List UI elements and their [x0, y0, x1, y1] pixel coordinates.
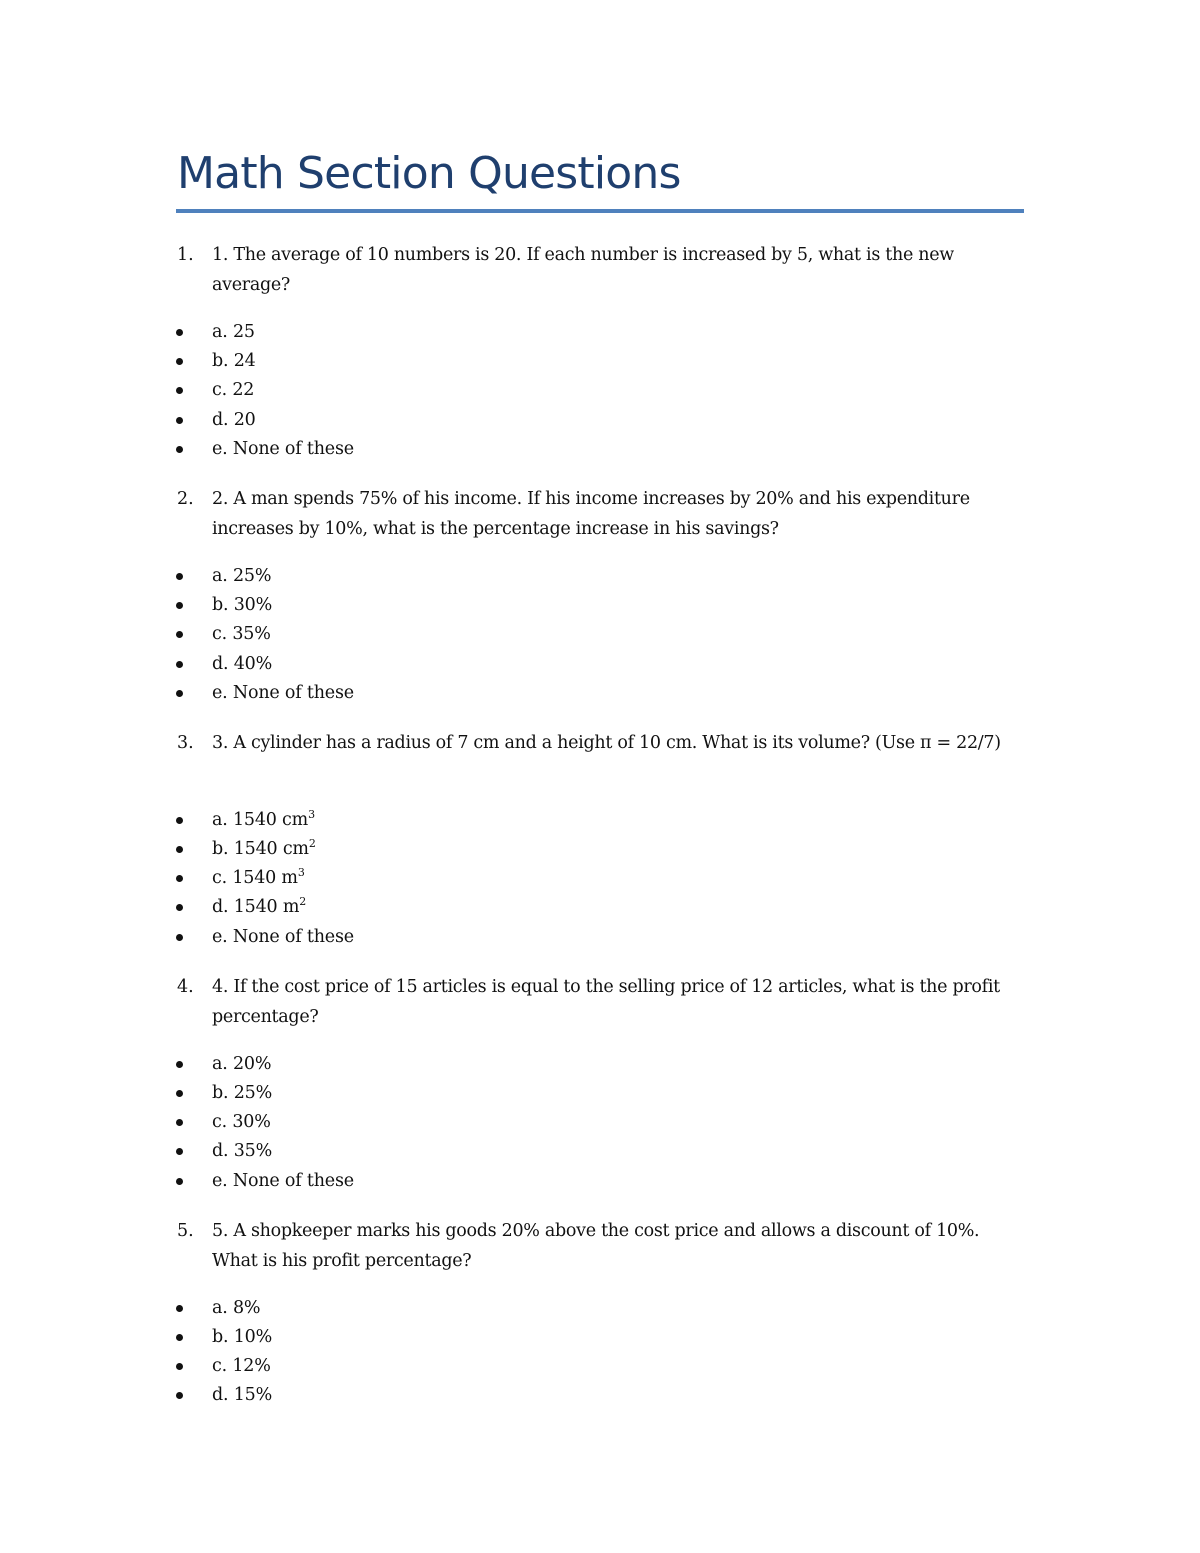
question-text: 1. The average of 10 numbers is 20. If each number is increased by 5, what is the new average?	[212, 245, 954, 295]
option-text	[212, 806, 315, 835]
option-text	[212, 591, 272, 620]
question-text: 5. A shopkeeper marks his goods 20% above the cost price and allows a discount of 10%. What is his profit percentage?	[212, 1220, 980, 1271]
option-label: a. 25%	[212, 565, 272, 586]
option-label: b. 10%	[212, 1326, 273, 1347]
option-text	[212, 1137, 272, 1166]
answer-option	[0, 893, 1200, 922]
bullet-icon	[176, 1363, 183, 1370]
option-text	[212, 835, 316, 864]
option-label: d. 15%	[212, 1385, 273, 1406]
answer-option	[0, 318, 1200, 347]
option-label: d. 35%	[212, 1141, 273, 1162]
question-number: 2.	[177, 488, 194, 509]
bullet-icon	[176, 934, 183, 941]
question-number: 1.	[177, 245, 194, 265]
option-text	[212, 435, 354, 464]
option-label: c. 30%	[212, 1112, 271, 1133]
unit-exponent: 2	[299, 895, 307, 909]
option-text	[212, 347, 256, 376]
option-label: c. 12%	[212, 1356, 271, 1377]
answer-option	[0, 435, 1200, 464]
unit-exponent: 2	[308, 837, 316, 851]
answer-option	[0, 562, 1200, 591]
question-number: 5.	[177, 1220, 194, 1241]
bullet-icon	[176, 1148, 183, 1155]
option-label: e. None of these	[212, 1170, 354, 1191]
question-row	[0, 484, 1200, 544]
bullet-icon	[176, 1061, 183, 1068]
answer-option	[0, 1108, 1200, 1137]
option-label: a. 8%	[212, 1297, 261, 1318]
option-text	[212, 406, 256, 435]
answer-option	[0, 1050, 1200, 1079]
option-label: e. None of these	[212, 438, 354, 459]
option-label: c. 35%	[212, 624, 271, 645]
option-label: a. 20%	[212, 1053, 272, 1074]
bullet-icon	[176, 631, 183, 638]
option-text	[212, 1050, 271, 1079]
bullet-icon	[176, 1305, 183, 1312]
bullet-icon	[176, 1119, 183, 1126]
option-text	[212, 650, 272, 679]
option-label: b. 24	[212, 351, 256, 372]
answer-option	[0, 1079, 1200, 1108]
bullet-icon	[176, 817, 183, 824]
bullet-icon	[176, 329, 183, 336]
bullet-icon	[176, 661, 183, 668]
bullet-icon	[176, 1334, 183, 1341]
answer-option	[0, 591, 1200, 620]
question-item	[0, 728, 1200, 972]
option-label: a. 1540 cm	[212, 809, 309, 830]
option-label: d. 1540 m	[212, 897, 300, 918]
option-text	[212, 1167, 354, 1196]
question-row	[0, 728, 1200, 788]
answer-option	[0, 864, 1200, 893]
option-text	[212, 1323, 272, 1352]
option-label: d. 20	[212, 409, 256, 430]
question-list	[0, 240, 1200, 1431]
answer-option	[0, 806, 1200, 835]
bullet-icon	[176, 1178, 183, 1185]
option-text	[212, 923, 354, 952]
bullet-icon	[176, 875, 183, 882]
option-label: e. None of these	[212, 926, 354, 947]
question-text: 2. A man spends 75% of his income. If his income increases by 20% and his expenditure increases by 10%, what is the percentage increase in his savings?	[212, 488, 970, 539]
answer-option	[0, 923, 1200, 952]
answer-option	[0, 1323, 1200, 1352]
option-text	[212, 1352, 271, 1381]
question-spacer	[0, 952, 1200, 972]
answer-options	[0, 318, 1200, 464]
option-label: a. 25	[212, 322, 255, 342]
title-underline	[176, 209, 1024, 213]
bullet-icon	[176, 690, 183, 697]
answer-option	[0, 1137, 1200, 1166]
question-row	[0, 972, 1200, 1032]
page-title: Math Section Questions	[177, 148, 681, 199]
option-text	[212, 1108, 271, 1137]
question-spacer	[0, 1196, 1200, 1216]
unit-exponent: 3	[308, 807, 315, 821]
option-label: c. 1540 m	[212, 868, 298, 889]
answer-option	[0, 679, 1200, 708]
answer-option	[0, 1352, 1200, 1381]
option-text	[212, 376, 254, 405]
bullet-icon	[176, 358, 183, 365]
option-text	[212, 1381, 272, 1410]
option-label: b. 25%	[212, 1083, 273, 1103]
bullet-icon	[176, 1392, 183, 1399]
question-spacer	[0, 464, 1200, 484]
question-text: 3. A cylinder has a radius of 7 cm and a height of 10 cm. What is its volume? (Use π = 22/7)	[212, 732, 1001, 753]
option-text	[212, 1079, 272, 1108]
option-label: d. 40%	[212, 653, 273, 674]
option-text	[212, 864, 305, 893]
answer-option	[0, 835, 1200, 864]
bullet-icon	[176, 417, 183, 424]
bullet-icon	[176, 387, 183, 394]
question-spacer	[0, 708, 1200, 728]
option-label: c. 22	[212, 380, 255, 401]
answer-option	[0, 406, 1200, 435]
answer-options	[0, 562, 1200, 708]
question-row	[0, 240, 1200, 300]
bullet-icon	[176, 602, 183, 609]
question-item	[0, 484, 1200, 728]
question-item	[0, 1216, 1200, 1431]
answer-option	[0, 1381, 1200, 1410]
answer-option	[0, 650, 1200, 679]
option-text	[212, 620, 271, 649]
option-text	[212, 1294, 260, 1323]
answer-option	[0, 376, 1200, 405]
unit-exponent: 3	[297, 866, 305, 880]
answer-options	[0, 806, 1200, 952]
bullet-icon	[176, 446, 183, 453]
question-row	[0, 1216, 1200, 1276]
answer-option	[0, 1167, 1200, 1196]
option-label: b. 1540 cm	[212, 839, 309, 860]
bullet-icon	[176, 904, 183, 911]
answer-option	[0, 620, 1200, 649]
answer-option	[0, 1294, 1200, 1323]
question-item	[0, 972, 1200, 1216]
question-item	[0, 240, 1200, 484]
bullet-icon	[176, 573, 183, 580]
question-number: 4.	[177, 976, 194, 997]
option-label: e. None of these	[212, 682, 354, 703]
answer-options	[0, 1294, 1200, 1411]
answer-option	[0, 347, 1200, 376]
question-spacer	[0, 1411, 1200, 1431]
question-text: 4. If the cost price of 15 articles is equal to the selling price of 12 articles, what is the profit percentage?	[212, 976, 1000, 1027]
question-number: 3.	[177, 732, 194, 753]
option-text	[212, 679, 354, 708]
answer-options	[0, 1050, 1200, 1196]
option-text	[212, 562, 271, 591]
option-label: b. 30%	[212, 595, 273, 616]
option-text	[212, 893, 306, 922]
bullet-icon	[176, 846, 183, 853]
option-text	[212, 318, 255, 347]
bullet-icon	[176, 1090, 183, 1097]
